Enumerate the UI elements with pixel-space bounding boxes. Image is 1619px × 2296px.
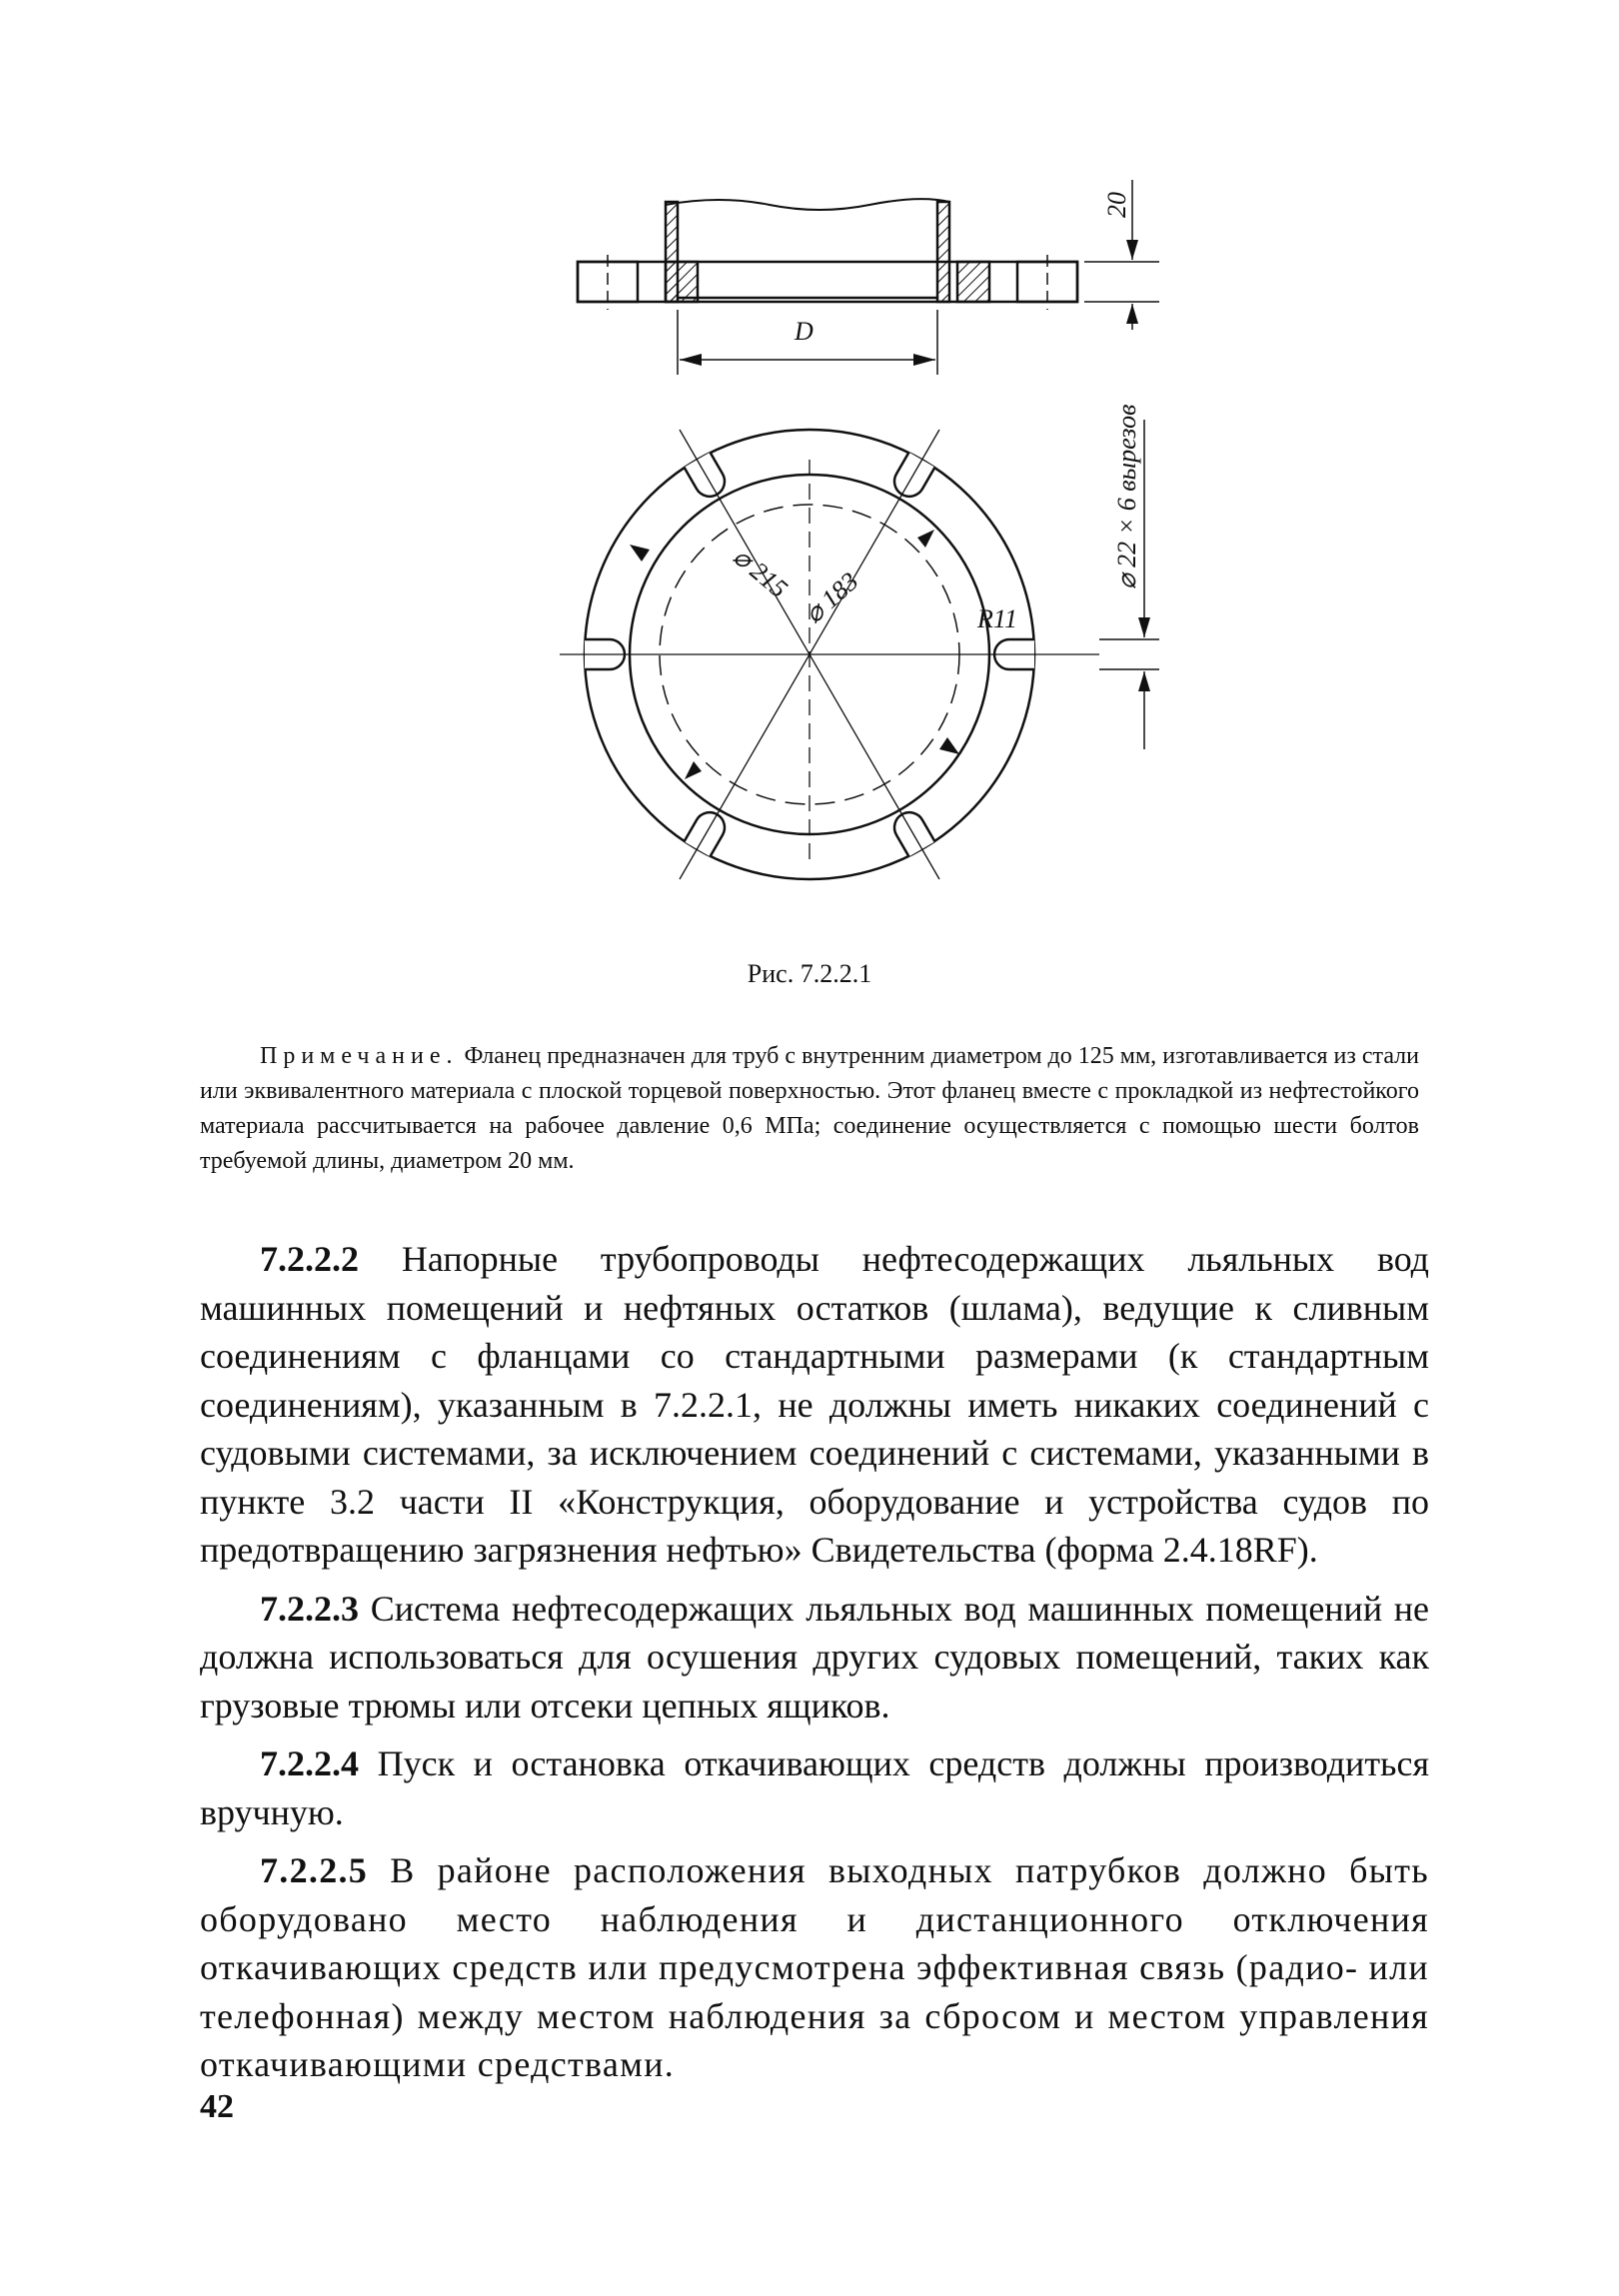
cutouts-label: ⌀ 22 × 6 вырезов bbox=[1112, 404, 1141, 589]
figure-note bbox=[200, 1039, 1419, 1179]
paragraph-number: 7.2.2.5 bbox=[260, 1850, 369, 1890]
paragraph-number: 7.2.2.4 bbox=[260, 1743, 359, 1783]
thickness-label: 20 bbox=[1102, 192, 1131, 218]
diameter-d-label: D bbox=[795, 317, 813, 346]
body-text bbox=[200, 1235, 1429, 2099]
bolt-circle-label: ⌀ 183 bbox=[799, 566, 864, 629]
note-text: Фланец предназначен для труб с внутренним диаметром до 125 мм, изготавливается из стали или эквивалентного материала с плоской торцевой поверхностью. Этот фланец вместе с прокладкой из нефтестойкого материала рассчитывается на рабочее давление 0,6 МПа; соединение осуществляется с помощью шести болтов требуемой длины, диаметром 20 мм. bbox=[200, 1043, 1420, 1174]
paragraph-number: 7.2.2.2 bbox=[260, 1239, 359, 1279]
paragraph-7-2-2-4 bbox=[200, 1739, 1429, 1836]
paragraph-7-2-2-5 bbox=[200, 1846, 1429, 2089]
paragraph-7-2-2-2 bbox=[200, 1235, 1429, 1575]
paragraph-text: Напорные трубопроводы нефтесодержащих льяльных вод машинных помещений и нефтяных остатков (шлама), ведущие к сливным соединениям с фланцами со стандартными размерами (к стандартным соединениям), указанным в 7.2.2.1, не должны иметь никаких соединений с судовыми системами, за исключением соединений с системами, указанными в пункте 3.2 части II «Конструкция, оборудование и устройства судов по предотвращению загрязнения нефтью» Свидетельства (форма 2.4.18RF). bbox=[200, 1239, 1429, 1570]
flange-drawing bbox=[540, 160, 1159, 939]
paragraph-7-2-2-3 bbox=[200, 1585, 1429, 1730]
paragraph-number: 7.2.2.3 bbox=[260, 1588, 359, 1629]
outer-diameter-label: ⌀ 215 bbox=[728, 542, 794, 603]
paragraph-text: Система нефтесодержащих льяльных вод машинных помещений не должна использоваться для осушения других судовых помещений, таких как грузовые трюмы или отсеки цепных ящиков. bbox=[200, 1588, 1430, 1725]
flange-drawing-svg bbox=[540, 160, 1159, 939]
radius-label: R11 bbox=[977, 604, 1017, 633]
page-number: 42 bbox=[200, 2088, 234, 2125]
flange-side-view bbox=[578, 180, 1159, 375]
flange-plan-view bbox=[560, 420, 1159, 879]
note-label: Примечание. bbox=[260, 1043, 459, 1069]
paragraph-text: Пуск и остановка откачивающих средств должны производиться вручную. bbox=[200, 1743, 1430, 1832]
paragraph-text: В районе расположения выходных патрубков должно быть оборудовано место наблюдения и дистанционного отключения откачивающих средств или предусмотрена эффективная связь (радио- или телефонная) между местом наблюдения за сбросом и местом управления откачивающими средствами. bbox=[200, 1850, 1429, 2084]
figure-caption: Рис. 7.2.2.1 bbox=[747, 959, 872, 988]
